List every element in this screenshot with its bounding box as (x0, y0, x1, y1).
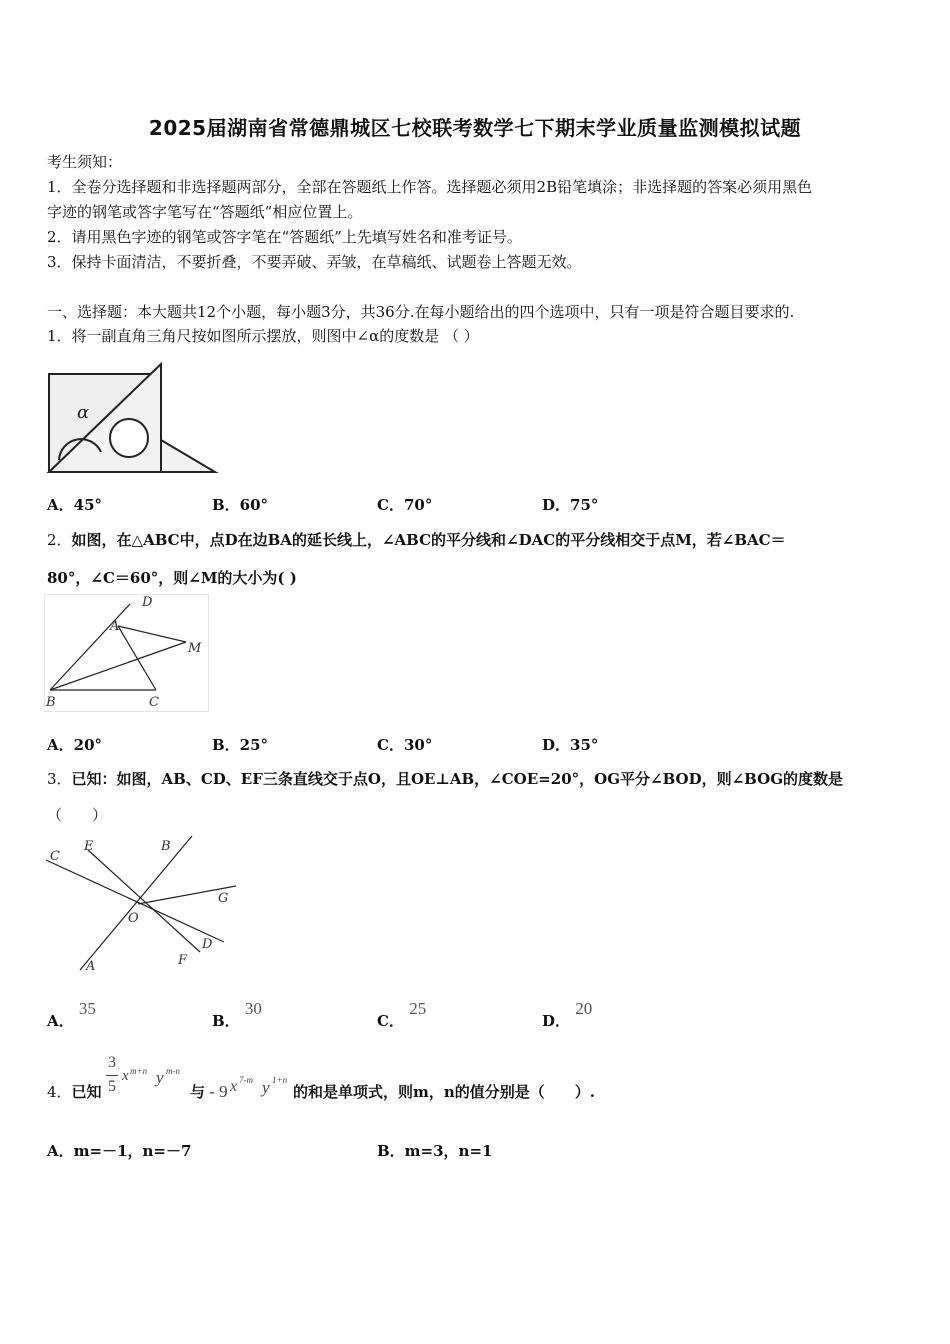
label-f: F (178, 953, 188, 968)
q3-option-d[interactable]: D． 20 (542, 999, 593, 1030)
page-title: 2025届湖南省常德鼎城区七校联考数学七下期末学业质量监测模拟试题 (148, 116, 802, 140)
label-d: D (142, 595, 153, 610)
q3-option-b[interactable]: B． 30 (212, 999, 262, 1030)
label-d: D (202, 937, 213, 952)
q4-option-b[interactable]: B．m=3，n=1 (377, 1142, 493, 1160)
question-3-line1: 3．已知：如图，AB、CD、EF三条直线交于点O，且OE⊥AB，∠COE=20°，OG平分∠BOD，则∠BOG的度数是 (47, 770, 844, 788)
monomial-2: x 7-m y 1+n (230, 1075, 288, 1097)
triangle-tail (161, 440, 215, 472)
label-a: A (86, 959, 96, 974)
notice-item-3: 3．保持卡面清洁，不要折叠，不要弄破、弄皱，在草稿纸、试题卷上答题无效。 (47, 253, 582, 271)
label-e: E (84, 839, 94, 854)
label-b: B (161, 839, 171, 854)
label-o: O (128, 911, 139, 926)
circle-hole-right (110, 419, 148, 457)
notice-heading: 考生须知： (47, 153, 123, 171)
question-4-suffix: 的和是单项式，则m，n的值分别是（ ）. (293, 1083, 596, 1101)
label-b: B (46, 695, 56, 710)
figure-intersecting-lines (44, 832, 244, 977)
q3-option-a-value: 35 (78, 999, 96, 1018)
question-number: 2． (47, 531, 72, 549)
notice-item-1-cont: 字迹的钢笔或答字笔写在“答题纸”相应位置上。 (47, 203, 363, 221)
fraction-denominator: 5 (108, 1078, 116, 1095)
question-number: 1． (47, 327, 72, 345)
question-text: 将一副直角三角尺按如图所示摆放，则图中∠α的度数是 （ ） (71, 327, 479, 345)
q3-option-d-value: 20 (575, 999, 593, 1018)
question-4-mid: 与 - 9 (190, 1082, 228, 1101)
q1-option-a[interactable]: A．45° (47, 496, 103, 514)
question-number: 4． (47, 1083, 72, 1101)
figure-triangles (45, 360, 220, 480)
q1-option-b[interactable]: B．60° (212, 496, 269, 514)
question-2-line2: 80°，∠C＝60°，则∠M的大小为( ) (47, 569, 297, 587)
alpha-label: α (77, 402, 90, 423)
q3-option-c-value: 25 (409, 999, 427, 1018)
q2-option-c[interactable]: C．30° (377, 736, 433, 754)
question-2-line1: 2．如图，在△ABC中，点D在边BA的延长线上，∠ABC的平分线和∠DAC的平分线相交于点M，若∠BAC＝ (47, 531, 786, 549)
question-3-line2: （ ） (47, 806, 108, 824)
figure-triangle-abc (44, 594, 209, 712)
q2-option-d[interactable]: D．35° (542, 736, 599, 754)
label-c: C (149, 695, 159, 710)
label-m: M (188, 641, 202, 656)
q2-option-a[interactable]: A．20° (47, 736, 103, 754)
label-c: C (50, 849, 60, 864)
q4-option-a[interactable]: A．m=－1，n=－7 (47, 1142, 192, 1160)
question-1 (47, 324, 907, 348)
fraction-numerator: 3 (108, 1054, 116, 1071)
q3-option-c[interactable]: C． 25 (377, 999, 427, 1030)
label-g: G (218, 891, 229, 906)
notice-item-2: 2．请用黑色字迹的钢笔或答字笔在“答题纸”上先填写姓名和准考证号。 (47, 228, 522, 246)
notice-item-1: 1．全卷分选择题和非选择题两部分，全部在答题纸上作答。选择题必须用2B铅笔填涂；非选择题的答案必须用黑色 (47, 178, 813, 196)
q3-option-b-value: 30 (244, 999, 262, 1018)
question-number: 3． (47, 770, 72, 788)
label-a: A (110, 619, 120, 634)
q2-option-b[interactable]: B．25° (212, 736, 269, 754)
section-heading: 一、选择题：本大题共12个小题，每小题3分，共36分.在每小题给出的四个选项中，只有一项是符合题目要求的. (47, 303, 795, 321)
q3-option-a[interactable]: A． 35 (47, 999, 96, 1030)
q1-option-c[interactable]: C．70° (377, 496, 433, 514)
monomial-1: 3 5 x m+n y m-n (108, 1054, 180, 1095)
question-4: 4．已知 (47, 1083, 102, 1101)
q1-option-d[interactable]: D．75° (542, 496, 599, 514)
